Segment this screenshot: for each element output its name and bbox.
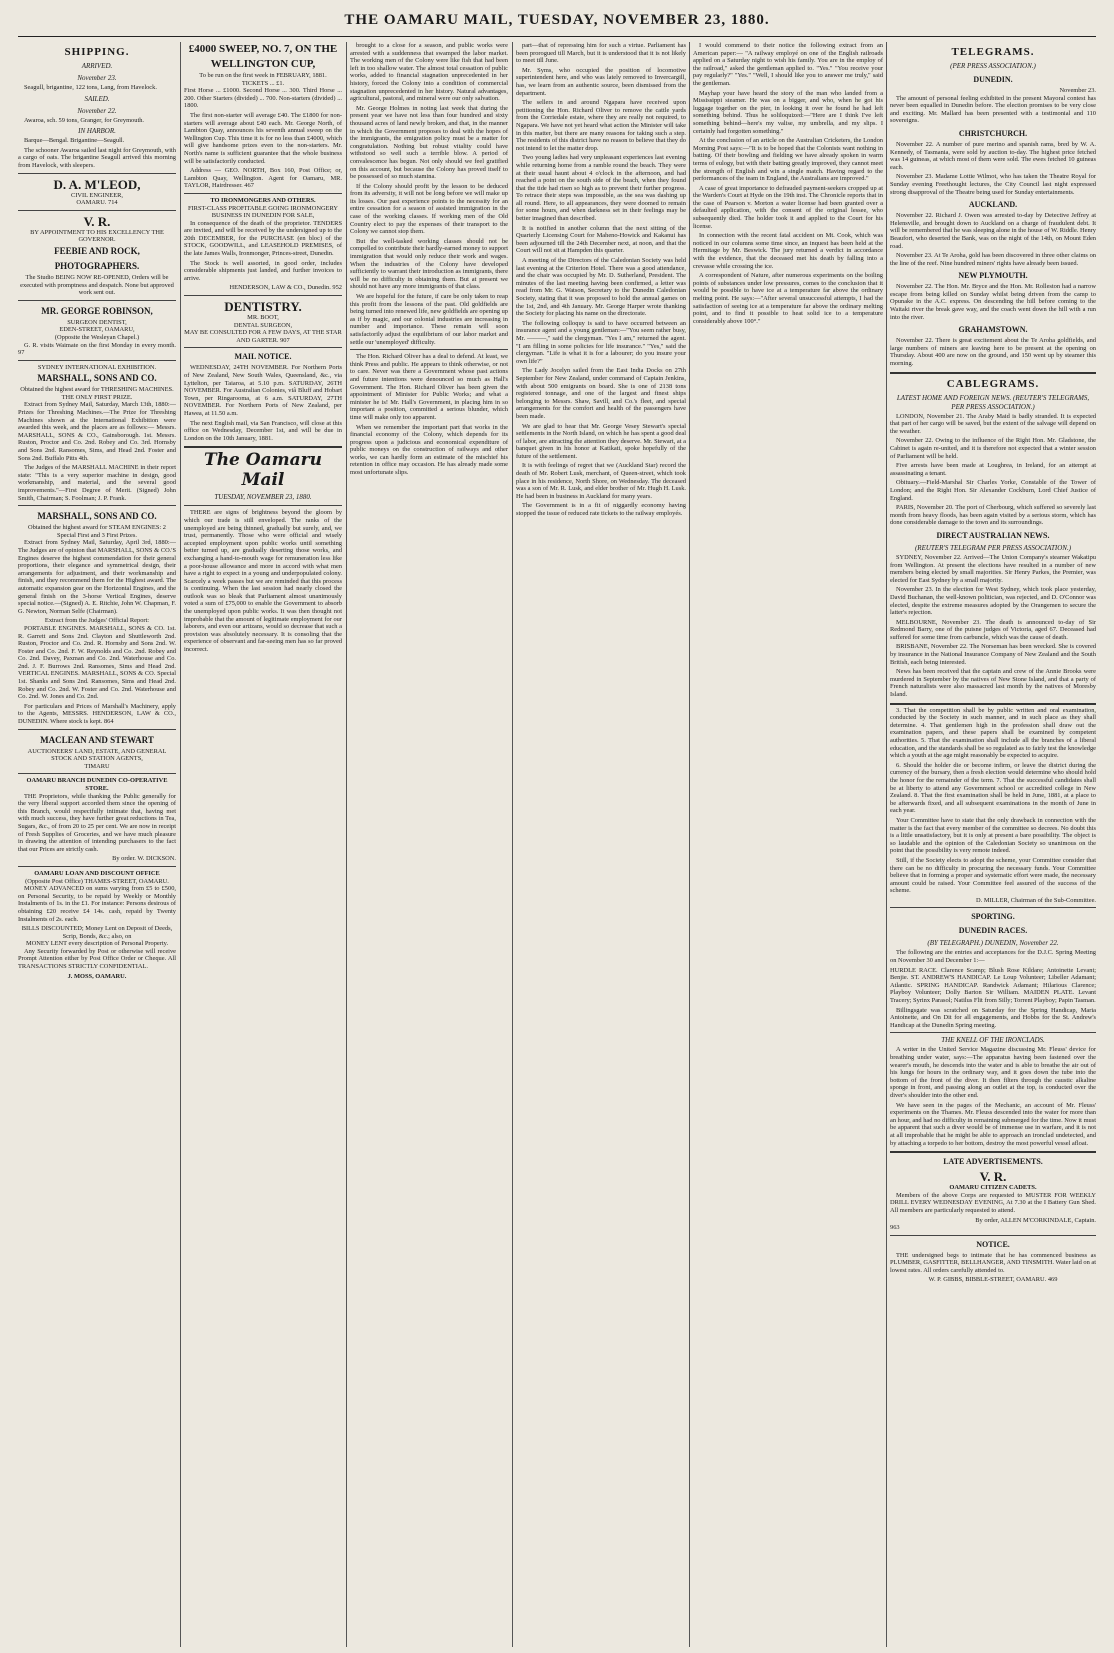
news-paragraph: Mr. Syms, who occupied the position of locomotive superintendent here, and who was lately removed to Invercargill, has, we learn from an authentic source, been dismissed from the department. (516, 66, 686, 97)
new-plymouth-text: November 22. The Hon. Mr. Bryce and the Hon. Mr. Rolleston had a narrow escape from being killed on Sunday whilst being driven from the camp to Opunake in the A.C. express. On descending the hill before coming to the Waitaki river the break gave way, and the coach went down the hill with a run into the river. (890, 283, 1096, 321)
mleod-address: OAMARU. 714 (76, 199, 118, 207)
news-close-text: News has been received that the captain and crew of the Annie Brooks were murdered in September by the natives of New Stone Island, and that a party of French naturalists were also massacred last month by the natives of Moresby Island. (890, 668, 1096, 699)
article-paragraph: We are hopeful for the future, if care be only taken to reap this profit from the lessons of the past. Old goldfields are being turned into renewed life, new goldfields are opening up as if by magic, and our colonial industries are increasing in number and importance. These remain will soon satisfactorily adjust the equilibrium of our labor market and settle our 'unemployed' difficulty. (350, 293, 508, 346)
divider (18, 360, 176, 361)
grahamstown-heading: GRAHAMSTOWN. (958, 325, 1028, 335)
dunedin-heading: DUNEDIN. (973, 75, 1013, 84)
photographers-name: FEEBIE AND ROCK, PHOTOGRAPHERS. (54, 245, 140, 271)
grahamstown-text: November 22. There is great excitement about the Te Aroha goldfields, and large numbers of miners are leaving here to be present at the opening on Thursday. About 400 are now on the ground, and 150 went up by steamer this morning. (890, 337, 1096, 368)
marshall-award: Obtained the highest award for THRESHING MACHINES. THE ONLY FIRST PRIZE. (20, 386, 174, 401)
coop-heading: OAMARU BRANCH DUNEDIN CO-OPERATIVE STORE. (26, 777, 168, 792)
appointment-line: BY APPOINTMENT TO HIS EXCELLENCY THE GOVERNOR. (30, 228, 164, 244)
mail-notice-text: WEDNESDAY, 24TH NOVEMBER. For Northern Ports of New Zealand, New South Wales, Queensland, &c., via Lyttelton, per Taiaroa, at 5.10 p.m. SATURDAY, 26TH NOVEMBER. For Australian Colonies, viâ Bluff and Hobart Town, per Ringarooma, at 6 a.m. SATURDAY, 27TH NOVEMBER. For Northern Ports of New Zealand, per Hawea, at 11.50 a.m. (184, 364, 342, 417)
photographers-text: The Studio BEING NOW RE-OPENED, Orders will be executed with promptness and despatch. None but approved work sent out. (20, 273, 174, 297)
mail-notice-note: The next English mail, via San Francisco, will close at this office on Wednesday, December 1st, and will be due in London on the 10th January, 1881. (184, 419, 342, 442)
divider (890, 1151, 1096, 1153)
news-paragraph: We are glad to hear that Mr. George Vesey Stewart's special settlements in the North Island, on which he has spent a good deal of labor, are attracting the attention they deserve. Mr. Stewart, at a banquet given in his honor at Katikati, spoke hopefully of the future of the settlement. (516, 422, 686, 460)
news-paragraph: part—that of repressing him for such a virtue. Parliament has been prorogued till March, but it is understood that it is not likely to meet till June. (516, 42, 686, 65)
column-rule (512, 42, 513, 1647)
loan-heading: OAMARU LOAN AND DISCOUNT OFFICE (34, 869, 160, 877)
robinson-visit: G. R. visits Waimate on the first Monday in every month. 97 (18, 341, 176, 357)
cadets-heading: OAMARU CITIZEN CADETS. (949, 1184, 1037, 1192)
divider (890, 1032, 1096, 1033)
article-paragraph: If the Colony should profit by the lesson to be deduced from its adversity, it will not be long before we will make up its losses. Our past experience points to the necessity for an entire cessation for a season of assisted immigration in the case of the working classes. If working men of the Old Country elect to pay the expenses of their transport to the Colony we cannot stop them. (350, 182, 508, 236)
auckland-text: November 22. Richard J. Owen was arrested to-day by Detective Jeffrey at Helensville, and brought down to Auckland on a charge of fraudulent debt. It will be remembered that he was sleeping alone in the house of W. Riddle. Henry Beaufort, who deserted the Bank, was on the night of the 14th, on Mount Eden road. (890, 212, 1096, 250)
melbourne-text: MELBOURNE, November 23. The death is announced to-day of Sir Redmond Barry, one of the puisne judges of Victoria, aged 67. Deceased had suffered for some time from carbuncle, which was the cause of death. (890, 618, 1096, 641)
bills-discounted: BILLS DISCOUNTED; Money Lent on Deposit of Deeds, Scrip, Bonds, &c.; also, on (21, 925, 173, 940)
harbor-heading: IN HARBOR. (78, 127, 116, 136)
obituary-text: Obituary.—Field-Marshal Sir Charles Yorke, Constable of the Tower of London; and the Right Hon. Sir Alexander Cockburn, Lord Chief Justice of England. (890, 479, 1096, 502)
column-6 (890, 42, 1096, 1642)
dentistry-title: DENTAL SURGEON, (233, 321, 293, 329)
australian-news-subheading: (REUTER'S TELEGRAM PER PRESS ASSOCIATION.) (914, 543, 1072, 552)
dunedin-text: The amount of personal feeling exhibited in the present Mayoral contest has never been equalled in Dunedin before. The election promises to be very close and exciting. Mr. Mallard has been presented with a testimonial and 110 sovereigns. (890, 94, 1096, 125)
divider (184, 295, 342, 296)
races-subheading: (BY TELEGRAPH.) DUNEDIN, November 22. (927, 939, 1059, 948)
news-paragraph: The sellers in and around Ngapara have received upon petitioning the Hon. Richard Oliver to remove the cattle yards from the Corriedale estate, where they are really not required, to Ngapara. We have not yet heard what action the Minister will take in this matter, but there are many reasons for taking such a step. The residents of this district have no reason to believe that they do not intend to let the matter drop. (516, 99, 686, 152)
telegrams-heading: TELEGRAMS. (951, 46, 1035, 58)
ironmongers-heading: TO IRONMONGERS AND OTHERS. (210, 196, 316, 204)
exhibition-heading: SYDNEY INTERNATIONAL EXHIBITION. (37, 363, 157, 371)
vr-mark: V. R. (979, 1169, 1007, 1185)
sweep-text: The first non-starter will average £40. The £1800 for non-starters will average about £40 each. Mr. George North, of Lambton Quay, announces his seventh annual sweep on the Wellington Cup. This time it is for no less than £4000, which will give handsome prizes even to the non-starters. Mr. North's name is sufficient guarantee that the whole business will be satisfactorily conducted. (184, 111, 342, 165)
masthead (0, 0, 1114, 40)
marshall-engines-extract: Extract from Sydney Mail, Saturday, April 3rd, 1880:— The Judges are of opinion that MARSHALL, SONS & CO.'S Engines deserve the highest commendation for their general proportions, their elegance and symmetrical design, their arrangements for adjustment, and their workmanship and finish, and they recommend them for the Highest award. The automatic expansion gear on the Horizontal Engines, and the general finish on the 3-horse Vertical Engines, deserve special notice.—(Signed) A. E. Ritchie, John W. Chapman, F. G. Newton, Norman Selfe (Chairman). (18, 539, 176, 615)
notice-signature: W. P. GIBBS, BIBBLE-STREET, OAMARU. 469 (928, 1276, 1058, 1284)
london-text: LONDON, November 21. The Araby Maid is badly stranded. It is expected that part of her cargo will be saved, but the extent of the salvage will depend on the weather. (890, 412, 1096, 435)
divider (18, 866, 176, 867)
news-paragraph: The Lady Jocelyn sailed from the East India Docks on 27th September for New Zealand, under command of Captain Jenkins, with about 500 emigrants on board. She is one of 2138 tons registered tonnage, and one of the largest and finest ships belonging to Messrs. Shaw, Savill, and Co.'s fleet, and special arrangements for the comfort and health of the passengers have been made. (516, 367, 686, 420)
news-paragraph: A case of great importance to defrauded payment-seekers cropped up at the Warden's Court at Hyde on the 19th inst. The Chronicle reports that in the case of Pearson v. Morton a water license had been granted over a defaulted application, with the consent of the original lessee, who subsequently died. The holder took it and applied to the Court for his license. (693, 184, 883, 230)
marshall-name: MARSHALL, SONS AND CO. (37, 373, 157, 384)
ironmongers-signature: HENDERSON, LAW & CO., Dunedin. 952 (229, 284, 342, 292)
loan-text: MONEY ADVANCED on sums varying from £5 to £500, on Personal Security, to be repaid by Weekly or Monthly Instalments of 1s. in the £1. For instance: Persons desirous of obtaining £20 receive £4 14s. cash, repaid by Twenty Instalments of 2s. each. (18, 885, 176, 923)
late-advertisements-heading: LATE ADVERTISEMENTS. (943, 1157, 1043, 1167)
dentistry-text: MAY BE CONSULTED FOR A FEW DAYS, AT THE STAR AND GARTER. 907 (184, 329, 342, 344)
bursary-text-3: Your Committee have to state that the only drawback in connection with the matter is the fact that every member of the committee so decrees. No doubt this is a little unsatisfactory, but it is only at present a bare possibility. The object is so laudable and the opinion of the Caledonian Society so unanimous on the point that the possibility is very remote indeed. (890, 816, 1096, 855)
divider (18, 505, 176, 506)
divider (18, 729, 176, 730)
notice-text: THE undersigned begs to intimate that he has commenced business as PLUMBER, GASFITTER, BELLHANGER, AND TINSMITH. Water laid on at lowest rates. All orders carefully attended to. (890, 1251, 1096, 1274)
sweep-address: Address — GEO. NORTH, Box 160, Post Office; or, Lambton Quay, Wellington. Agent for Oamaru, MR. TAYLOR, Hairdresser. 467 (184, 167, 342, 190)
divider (890, 907, 1096, 908)
marshall-engines-award: Obtained the highest award for STEAM ENGINES: 2 Special First and 3 First Prizes. (28, 524, 166, 539)
maclean-title: AUCTIONEERS' LAND, ESTATE, AND GENERAL STOCK AND STATION AGENTS, (27, 747, 167, 763)
divider (18, 773, 176, 774)
shipping-heading: SHIPPING. (64, 46, 130, 58)
new-plymouth-heading: NEW PLYMOUTH. (958, 271, 1028, 281)
ironmongers-text: In consequence of the death of the proprietor. TENDERS are invited, and will be received by the undersigned up to the 20th DECEMBER, for the PURCHASE (en bloc) of the STOCK, GOODWILL, and LEASEHOLD PREMISES, of the late James Walls, Ironmonger, Princes-street, Dunedin. (184, 219, 342, 258)
notice-heading: NOTICE. (976, 1239, 1010, 1249)
article-paragraph: Mr. George Holmes in noting last week that during the present year we have not less than four hundred and sixty thousand acres of land newly broken, and that, in the manner in which the Government proposes to deal with the hopes of the immigrants, the emigration policy must be a matter for congratulation. Nothing but robust vitality could have withstood so well such a terrible blow. A period of convalescence has begun. Not only should we feel gratified on this account, but because the Colony has proved itself to be possessed of so much stamina. (350, 104, 508, 181)
column-rule (180, 42, 181, 1647)
news-paragraph: At the conclusion of an article on the Australian Cricketers, the London Morning Post says:—"It is to be hoped that the Colonists want nothing in batting. Of their bowling and fielding we have already spoken in warm terms of eulogy, but with their batting greatly improved, they cannot meet the strength of English and win a single match. Having regard to the performances of the team in England, the Australians are improved." (693, 137, 883, 183)
divider (18, 210, 176, 211)
news-paragraph: Mayhap your have heard the story of the man who landed from a Mississippi steamer. He was on a bigger, and who, when he got his luggage together on the pier, in looking it over he found he had left something behind. Thus he soliloquized:—"Here are I think I've left something behind—here's my valise, my umbrella, and my slips. I certainly had forgotten something." (693, 89, 883, 135)
news-paragraph: It is notified in another column that the next sitting of the Quarterly Licensing Court for Maheno-Howick and Kakanui has been adjourned till the 24th December next, at noon, and that the Court will not sit at Hampden this quarter. (516, 224, 686, 255)
bursary-text-2: 6. Should the holder die or become infirm, or leave the district during the currency of the bursary, then a fresh election would determine who should hold the honor for the remainder of the term. 7. That the successful candidates shall be at liberty to attend any Government school or accredited college in New Zealand. 8. That the first examination shall be held in June, 1881, at a place to be afterwards fixed, and all subsequent examinations in the month of June in each year. (890, 761, 1096, 815)
christchurch-text-2: November 23. Madame Lottie Wilmot, who has taken the Theatre Royal for Sunday evening Freethought lectures, the City Council last night expressed strong disapproval of the Theatre being used for Sunday entertainments. (890, 173, 1096, 196)
bursary-text-4: Still, if the Society elects to adopt the scheme, your Committee consider that there can be no difficulty in procuring the necessary funds. Your Committee believe that in forming a proper and systematic effort were made, the necessary amount could be raised. Your Committee feel assured of the success of the scheme. (890, 856, 1096, 895)
sydney-text: SYDNEY, November 22. Arrived—The Union Company's steamer Wakatipu from Wellington. At present the elections have resulted in a number of new members being elected by small majorities. Sir Henry Parkes, the Premier, was elected for East Sydney by a small majority. (890, 553, 1096, 584)
mleod-title: CIVIL ENGINEER, (71, 191, 123, 199)
bursary-signature: D. MILLER, Chairman of the Sub-Committee. (976, 896, 1096, 904)
knell-heading: THE KNELL OF THE IRONCLADS. (941, 1036, 1045, 1045)
sailed-date: November 22. (77, 106, 117, 115)
news-paragraph: Two young ladies had very unpleasant experiences last evening while returning home from a ramble round the beach. They were at their usual haunt about 4 o'clock in the afternoon, and had reached a point on the south side of the beach, when they found that the tide had risen so high as to prevent their further progress. To retrace their steps was impossible, as the sea was dashing up all round. Here, to all appearances, they were doomed to remain for some hours, and when darkness set in their feelings may be better imagined than described. (516, 154, 686, 223)
column-rule (886, 42, 887, 1647)
article-paragraph: But the well-tasked working classes should not be compelled to contribute their hardly-earned money to support immigration that would only reduce their work and wages. When the industries of the Colony have developed sufficiently to warrant their introduction as immigrants, there will be no difficulty in obtaining them. But at present we should not have any more immigrants of that class. (350, 237, 508, 291)
robinson-note: (Opposite the Wesleyan Chapel.) (54, 333, 140, 341)
sweep-subheading: To be run on the first week in FEBRUARY, 1881. (199, 72, 327, 79)
mail-notice-heading: MAIL NOTICE. (234, 352, 292, 362)
robinson-address: EDEN-STREET, OAMARU, (59, 326, 135, 334)
divider (890, 1235, 1096, 1236)
cadets-signature: By order, ALLEN M'CORKINDALE, Captain. (975, 1216, 1096, 1224)
column-rule (689, 42, 690, 1647)
divider (350, 349, 508, 350)
marshall-agents: For particulars and Prices of Marshall's Machinery, apply to the Agents, MESSRS. HENDERSON, LAW & CO., DUNEDIN. Where stock is kept. 864 (18, 702, 176, 726)
news-paragraph: The Government is in a fit of niggardly economy having stopped the issue of reduced rate tickets to the railway employés. (516, 502, 686, 518)
bursary-text: 3. That the competition shall be by public written and oral examination, conducted by the Society in such manner, and in such place as they shall determine. 4. That gentlemen high in the profession shall draw out the examination papers, and these papers shall be examined by competent authorities. 5. That the examination shall include all the branches of a liberal education, and the standards shall be so regulated as to fairly test the knowledge which a youth at the age might reasonably be expected to acquire. (890, 706, 1096, 760)
news-paragraph: I would commend to their notice the following extract from an American paper:— "A railway employé on one of the English railroads applied on a Saturday night to wish his family. You are in the employ of the railroad," asked the gentleman applied to. "Yes." "You receive your pay regularly?" "Yes." "Well, I should like you to answer me truly," said the gentleman. (693, 42, 883, 87)
christchurch-heading: CHRISTCHURCH. (958, 128, 1028, 138)
loan-signature: J. MOSS, OAMARU. (67, 972, 127, 980)
divider (18, 173, 176, 174)
paris-text: PARIS, November 20. The port of Cherbourg, which suffered so severely last month from heavy floods, has been again visited by a serious storm, which has done considerable damage to the town and its surroundings. (890, 504, 1096, 527)
brisbane-text: BRISBANE, November 22. The Norseman has been wrecked. She is covered by insurance in the National Insurance Company of New Zealand and the South British, each being interested. (890, 643, 1096, 666)
money-lent: MONEY LENT every description of Personal Property. (25, 940, 169, 948)
races-heading: DUNEDIN RACES. (958, 926, 1028, 936)
arrived-heading: ARRIVED. (81, 62, 113, 70)
sweep-tickets: TICKETS ... £1. (241, 79, 285, 87)
robinson-name: MR. GEORGE ROBINSON, (41, 305, 153, 316)
london-text-2: November 22. Owing to the influence of the Right Hon. Mr. Gladstone, the Cabinet is again re-united, and it is therefore not expected that a winter session of Parliament will be held. (890, 437, 1096, 460)
harbor-note: The schooner Awaroa sailed last night for Greymouth, with a cargo of oats. The brigantine Seagull arrived this morning from Havelock, with sleepers. (18, 146, 176, 169)
loan-subheading: (Opposite Post Office) THAMES-STREET, OAMARU. (25, 877, 169, 885)
auckland-text-2: November 23. At Te Aroha, gold has been discovered in three other claims on the line of the reef. Nine hundred miners' rights have already been issued. (890, 252, 1096, 267)
sweep-heading: £4000 SWEEP, NO. 7, ON THE WELLINGTON CUP, (188, 43, 338, 70)
article-paragraph: When we remember the important part that works in the financial economy of the Colony, which depends for its progress upon a judicious and economical expenditure of public moneys on the construction of railways and other works, we can hardly form an estimate of the mischief his retention in office may occasion. He has already made some most unfortunate slips. (350, 423, 508, 477)
column-3 (350, 42, 508, 1642)
nameplate: The Oamaru Mail (204, 450, 322, 491)
marshall-extract: Extract from Sydney Mail, Saturday, March 13th, 1880:— Prizes for Threshing Machines.—The Prize for Threshing Machines shown at the International Exhibition were awarded this week, and the places are as follows:— Messrs. MARSHALL, SONS & CO., Gainsborough. 1st. Messrs. Ruston, Proctor and Co. 2nd. Robey and Co. 3rd. Hornsby and Sons 2nd. Ransomes, Sims, and Head 2nd. Foster and Sons 2nd. Buffalo Pitts 4th. (18, 401, 176, 462)
cadets-text: Members of the above Corps are requested to MUSTER FOR WEEKLY DRILL EVERY WEDNESDAY EVENING, At 7.30 at the I Battery Gun Shed. All members are particularly requested to attend. (890, 1191, 1096, 1214)
maclean-address: TIMARU (84, 762, 110, 770)
arrived-date: November 23. (77, 74, 117, 82)
australian-news-heading: DIRECT AUSTRALIAN NEWS. (936, 530, 1050, 540)
judges-report-list: PORTABLE ENGINES. MARSHALL, SONS & CO. 1st. R. Garrett and Sons 2nd. Clayton and Shuttleworth 2nd. Ruston, Proctor and Co. 2nd. R. Hornsby and Sons 2nd. W. Foster and Co. 2nd. F. W. Reynolds and Co. 2nd. Robey and Co. 2nd. Davey, Paxman and Co. 2nd. Waterhouse and Co. 2nd. J. F. Burrows 2nd. Ransomes, Sims and Head 2nd. VERTICAL ENGINES. MARSHALL, SONS & CO. Special 1st. Shanks and Sons 2nd. Ransomes, Sims and Head 2nd. Robey and Co. 2nd. W. Foster and Co. 2nd. Waterhouse and Co. 2nd. W. Jones and Co. 2nd. (18, 624, 176, 701)
divider (184, 347, 342, 348)
marshall-engines-name: MARSHALL, SONS AND CO. (37, 511, 157, 522)
column-4 (516, 42, 686, 1642)
cablegrams-heading: CABLEGRAMS. (946, 377, 1040, 390)
harbor-text: Barque—Bengal. Brigantine—Seagull. (24, 137, 125, 145)
ironmongers-subheading: FIRST-CLASS PROFITABLE GOING IRONMONGERY BUSINESS IN DUNEDIN FOR SALE, (188, 204, 338, 220)
robinson-title: SURGEON DENTIST, (67, 318, 127, 326)
masthead-title: THE OAMARU MAIL, TUESDAY, NOVEMBER 23, 1880. (344, 12, 770, 28)
news-paragraph: It is with feelings of regret that we (Auckland Star) record the death of Mr. Robert Lusk, merchant, of Queen-street, which took place in his residence, North Shore, on Wednesday. The deceased was a son of Mr. R. Lusk, and elder brother of Mr. Hugh H. Lusk. He had been in business in Auckland for many years. (516, 462, 686, 500)
knell-text-2: We have seen in the pages of the Mechanic, an account of Mr. Fleuss' experiments on the Thames. Mr. Fleuss descended into the water for more than an hour, and had no difficulty in remaining submerged for the time. Now it must be apparent that such a diver would be of immense use in warfare, and it is not at all improbable that he might be able to approach an ironclad undetected, and by attaching a torpedo to her bottom, destroy the most powerful vessel afloat. (890, 1101, 1096, 1147)
mleod-name: D. A. M'LEOD, (53, 176, 141, 192)
news-paragraph: A correspondent of Nature, after numerous experiments on the boiling points of substances under low pressures, comes to the conclusion that it would be possible to have ice at a temperature far above the ordinary melting point. He says:—"After several unsuccessful attempts, I had the satisfaction of seeing ice at a temperature far above the ordinary melting point, and to find it possible to heat solid ice to a temperature considerably above 100°." (693, 272, 883, 325)
maclean-name: MACLEAN AND STEWART (40, 734, 154, 745)
sailed-heading: SAILED. (84, 94, 110, 103)
divider (184, 193, 342, 194)
cablegrams-subheading: LATEST HOME AND FOREIGN NEWS. (REUTER'S TELEGRAMS, PER PRESS ASSOCIATION.) (896, 393, 1090, 411)
divider (184, 446, 342, 448)
editorial-text: THERE are signs of brightness beyond the gloom by which our trade is still enveloped. The ranks of the unemployed are being thinned, gradually but surely, and, we trust, permanently. Those who were official and wisely accepted employment upon public works until something better turned up, are gradually deserting those works, and exchanging a hand-to-mouth wage for remuneration less like a poor-house allowance and more in accord with what men have a right to expect in a young and underpopulated colony. Scarcely a week passes but we are reminded that this process is continuing. When the last session had nearly closed the outlook was so bleak that Parliament almost unanimously voted a sum of £75,000 to enable the Government to absorb the unemployed upon public works. It was then thought not improbable that the amount of legitimate employment for our laborers, and even our artizans, would so decrease that such a provision was absolutely necessary. It is consoling that the experience of observant and far-seeing men has so far proved incorrect. (184, 509, 342, 654)
divider (184, 505, 342, 506)
auckland-heading: AUCKLAND. (968, 200, 1018, 210)
column-1 (18, 42, 176, 1642)
cadets-number: 963 (890, 1224, 900, 1232)
loan-close: Any Security forwarded by Post or otherwise will receive Prompt Attention either by Post Office Order or Cheque. All TRANSACTIONS STRICTLY CONFIDENTIAL. (18, 947, 176, 971)
knell-text: A writer in the United Service Magazine discussing Mr. Fleuss' device for breathing under water, says:—The apparatus having been fastened over the wearer's mouth, he descends into the water and is able to breathe the air out of his lungs for hours in the ordinary way, and it goes down the tube into the bottom of the front of the diver. It then filters through the caustic alkaline sponge in front, and passing along an outlet at the top, is conducted over the diver's shoulder into the other end. (890, 1046, 1096, 1099)
news-paragraph: The following colloquy is said to have occurred between an insurance agent and a young gentleman:—"You seem rather busy, Mr. ———," said the clergyman. "Yes I am," returned the agent. "I am filling in some policies for life insurance." "Yes," said the clergyman. "Life is what it is for a labourer; do you insure your own life?" (516, 319, 686, 365)
races-text: The following are the entries and acceptances for the D.J.C. Spring Meeting on November 30 and December 1:— (890, 949, 1096, 965)
sporting-heading: SPORTING. (971, 912, 1015, 922)
vr-mark: V. R. (83, 213, 111, 229)
divider (18, 300, 176, 301)
divider (890, 372, 1096, 374)
christchurch-text: November 22. A number of pure merino and spanish rams, bred by W. A. Kennedy, of Tasmania, were sold by auction to-day. The highest price fetched was 14 guineas, at which most of them were sold. The ewes fetched 10 guineas each. (890, 140, 1096, 171)
news-paragraph: In connection with the recent fatal accident on Mt. Cook, which was noticed in our columns some time since, an inquest has been held at the Hermitage by Mr. Beswick. The jury returned a verdict in accordance with the evidence, that the deceased met his death by falling into a crevasse while crossing the ice. (693, 232, 883, 270)
races-note: Billingsgate was scratched on Saturday for the Spring Handicap, Maria Antoinette, and On Dit for all engagements, and Hobbs for the St. Andrew's Handicap at the Dunedin Spring meeting. (890, 1006, 1096, 1029)
dentistry-name: MR. BOOT, (247, 314, 279, 322)
edition-date: TUESDAY, NOVEMBER 23, 1880. (214, 493, 312, 502)
races-entries: HURDLE RACE. Clarence Scamp; Blush Rose Kildare; Antoinette Levant; Benjie. ST. ANDREW'S HANDICAP. Le Loup Volunteer; Libeller Adamant; Atlantic. SPRING HANDICAP. Randwick Adamant; Hilarious Clarence; Playboy Volunteer; Dolly Barton Sir William. MAIDEN PLATE. Levant Tracery; Syrinx Parasol; Natilus Flit from Silly; Torrent Playboy; Papin Tasman. (890, 966, 1096, 1005)
dentistry-heading: DENTISTRY. (224, 299, 302, 315)
coop-signature: By order. W. DICKSON. (112, 855, 176, 863)
judges-report-heading: Extract from the Judges' Official Report: (44, 617, 150, 625)
column-5 (693, 42, 883, 1642)
dunedin-date: November 23. (1059, 87, 1096, 94)
article-paragraph: brought to a close for a season, and public works were arrested with a suddenness that swamped the labor market. The working men of the Colony were like fish that had been left in too shallow water. The almost total cessation of public works, added to financial stagnation unprecedented in her history, forced the Colony into a condition of commercial stagnation unprecedented in her history. Natural advantages, agricultural, pastoral, and mineral were our only salvation. (350, 42, 508, 103)
sailed-text: Awaroa, sch. 59 tons, Granger, for Greymouth. (24, 116, 145, 124)
marshall-judges: The Judges of the MARSHALL MACHINE in their report state: "This is a very superior machine in design, good workmanship, and material, and the several good improvements."—First Degree of Merit. (Signed) John Smith, Chairman; S. Foolman; J. P. Frank. (18, 464, 176, 502)
masthead-rule (18, 36, 1096, 37)
column-rule (346, 42, 347, 1647)
sweep-prizes: First Horse ... £1000. Second Horse ... 300. Third Horse ... 200. Other Starters (divided) ... 700. Non-starters (divided) ... 1800. (184, 87, 342, 110)
divider (890, 703, 1096, 705)
news-paragraph: A meeting of the Directors of the Caledonian Society was held last evening at the Criterion Hotel. There was a good attendance, and the chair was occupied by Mr. D. Sutherland, President. The minutes of the last meeting having been confirmed, a letter was read from Mr. G. Watson, Secretary to the Dunedin Caledonian Society, stating that it was proposed to hold the annual games on the 1st, 2nd, and 4th January. Mr. George Harper wrote thanking the Society for placing his name on the directorate. (516, 257, 686, 318)
sydney-text-2: November 23. In the election for West Sydney, which took place yesterday, David Buchanan, the well-known politician, was rejected, and D. O'Connor was elected, despite the extreme measures adopted by the Orangemen to secure the latter's rejection. (890, 586, 1096, 617)
telegrams-subheading: (PER PRESS ASSOCIATION.) (950, 62, 1036, 70)
ironmongers-text-2: The Stock is well assorted, in good order, includes considerable shipments just landed, and further invoices to arrive. (184, 259, 342, 282)
column-2 (184, 42, 342, 1642)
coop-text: THE Proprietors, while thanking the Public generally for the very liberal support accorded them since the opening of this Branch, would respectfully intimate that, having met with much success, they have further great reductions in Tea, Sugars, &c., of from 20 to 25 per cent. We are now in receipt of Fresh Supplies of Groceries, and we have much pleasure in drawing the attention of intending purchasers to the fact that our Prices are strictly cash. (18, 792, 176, 853)
article-paragraph: The Hon. Richard Oliver has a deal to defend. At least, we think Press and public. He appears to think otherwise, or not to care. Never was there a Government whose past actions and future intentions were denounced so much as Hall's Government. The Hon. Richard Oliver has been given the appointment of Minister for Public Works; and what a minister he is! Mr. Hall's Government, in placing him in so important a position, committed a serious blunder, which time will make only too apparent. (350, 353, 508, 421)
arrived-text: Seagull, brigantine, 122 tons, Lang, from Havelock. (24, 84, 157, 91)
london-text-3: Five arrests have been made at Loughrea, in Ireland, for an attempt at assassinating a tenant. (890, 462, 1096, 477)
